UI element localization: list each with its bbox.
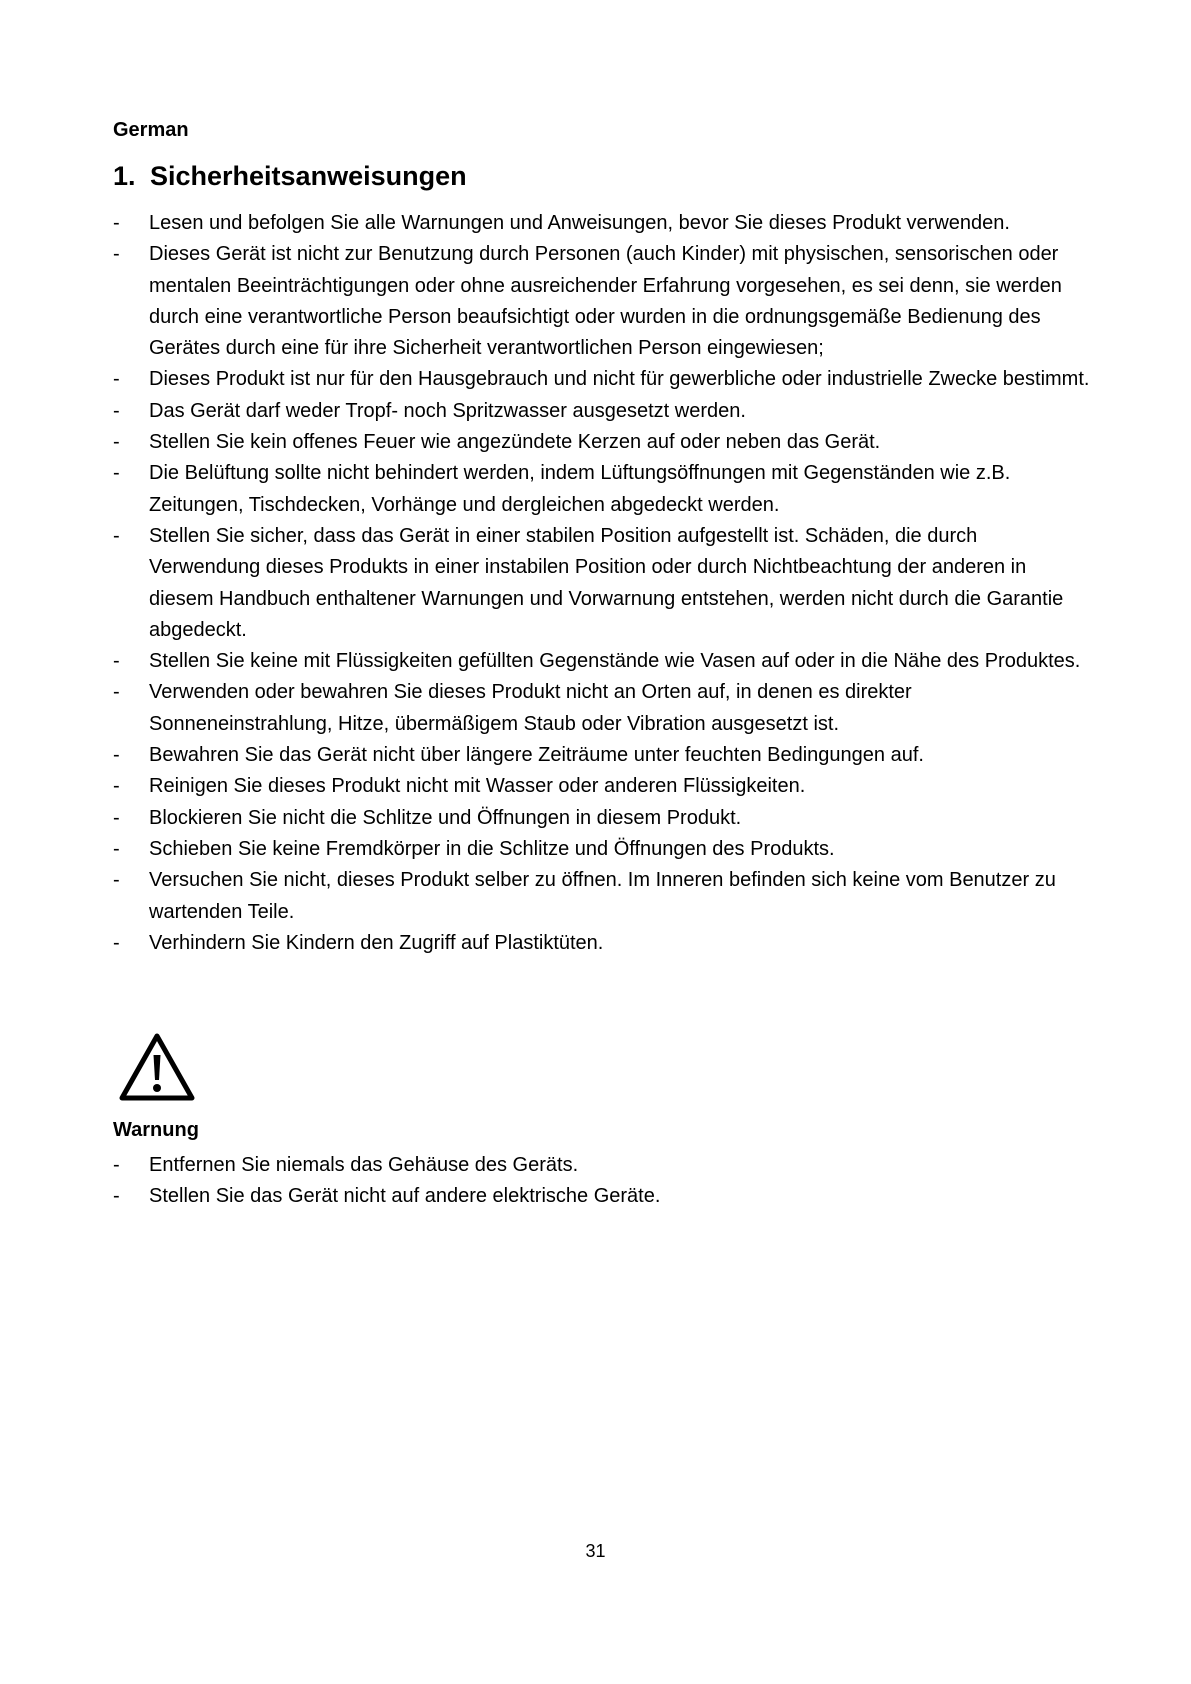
bullet-dash: - [113,869,120,892]
bullet-dash: - [113,931,120,954]
bullet-dash: - [113,243,120,266]
list-item [113,646,1093,677]
list-item-text: Dieses Produkt ist nur für den Hausgebrauch und nicht für gewerbliche oder industrielle Zwecke bestimmt. [149,368,1090,391]
safety-instructions-list [113,208,1093,959]
section-title: Sicherheitsanweisungen [150,161,467,191]
list-item-text: Stellen Sie sicher, dass das Gerät in einer stabilen Position aufgestellt ist. Schäden, die durch Verwendung dieses Produkts in einer instabilen Position oder durch Nichtbeachtung der anderen in diesem Handbuch enthaltener Warnungen und Vorwarnung entstehen, werden nicht durch die Garantie abgedeckt. [149,524,1064,641]
bullet-dash: - [113,399,120,422]
list-item-text: Entfernen Sie niemals das Gehäuse des Geräts. [149,1154,579,1176]
section-heading [113,160,467,192]
bullet-dash: - [113,368,120,391]
list-item-text: Stellen Sie das Gerät nicht auf andere elektrische Geräte. [149,1185,661,1208]
list-item-text: Versuchen Sie nicht, dieses Produkt selber zu öffnen. Im Inneren befinden sich keine vom Benutzer zu wartenden Teile. [149,869,1056,923]
list-item [113,1181,1093,1212]
list-item [113,239,1093,364]
list-item [113,396,1093,427]
warning-heading: Warnung [113,1119,199,1141]
list-item [113,364,1093,395]
list-item-text: Das Gerät darf weder Tropf- noch Spritzwasser ausgesetzt werden. [149,399,746,422]
bullet-dash: - [113,837,120,860]
list-item [113,834,1093,865]
list-item [113,865,1093,928]
bullet-dash: - [113,431,120,454]
list-item [113,458,1093,521]
bullet-dash: - [113,681,120,704]
list-item-text: Reinigen Sie dieses Produkt nicht mit Wasser oder anderen Flüssigkeiten. [149,775,806,798]
list-item [113,208,1093,239]
list-item [113,1150,1093,1181]
list-item [113,740,1093,771]
bullet-dash: - [113,1154,120,1176]
list-item [113,521,1093,646]
language-label: German [113,119,189,141]
list-item-text: Stellen Sie keine mit Flüssigkeiten gefüllten Gegenstände wie Vasen auf oder in die Nähe des Produktes. [149,650,1081,673]
bullet-dash: - [113,806,120,829]
list-item-text: Bewahren Sie das Gerät nicht über längere Zeiträume unter feuchten Bedingungen auf. [149,744,924,767]
bullet-dash: - [113,650,120,673]
list-item-text: Blockieren Sie nicht die Schlitze und Öffnungen in diesem Produkt. [149,806,742,829]
section-number: 1. [113,161,136,191]
list-item-text: Verhindern Sie Kindern den Zugriff auf Plastiktüten. [149,931,604,954]
list-item-text: Dieses Gerät ist nicht zur Benutzung durch Personen (auch Kinder) mit physischen, sensorischen oder mentalen Beeinträchtigungen oder ohne ausreichender Erfahrung vorgesehen, es sei denn, sie werden durch eine verantwortliche Person beaufsichtigt oder wurden in die ordnungsgemäße Bedienung des Gerätes durch eine für ihre Sicherheit verantwortlichen Person eingewiesen; [149,243,1062,360]
bullet-dash: - [113,775,120,798]
list-item [113,427,1093,458]
warning-list [113,1150,1093,1213]
list-item [113,803,1093,834]
list-item [113,928,1093,959]
bullet-dash: - [113,462,120,485]
list-item [113,677,1093,740]
page-number: 31 [585,1541,606,1561]
list-item-text: Stellen Sie kein offenes Feuer wie angezündete Kerzen auf oder neben das Gerät. [149,431,881,454]
bullet-dash: - [113,524,120,547]
list-item-text: Verwenden oder bewahren Sie dieses Produkt nicht an Orten auf, in denen es direkter Sonneneinstrahlung, Hitze, übermäßigem Staub oder Vibration ausgesetzt ist. [149,681,912,735]
bullet-dash: - [113,1185,120,1208]
list-item-text: Lesen und befolgen Sie alle Warnungen und Anweisungen, bevor Sie dieses Produkt verwenden. [149,212,1010,234]
list-item-text: Schieben Sie keine Fremdkörper in die Schlitze und Öffnungen des Produkts. [149,837,835,860]
list-item-text: Die Belüftung sollte nicht behindert werden, indem Lüftungsöffnungen mit Gegenständen wie z.B. Zeitungen, Tischdecken, Vorhänge und dergleichen abgedeckt werden. [149,462,1011,516]
bullet-dash: - [113,744,120,767]
list-item [113,771,1093,802]
bullet-dash: - [113,212,120,234]
warning-triangle-icon [119,1033,195,1101]
